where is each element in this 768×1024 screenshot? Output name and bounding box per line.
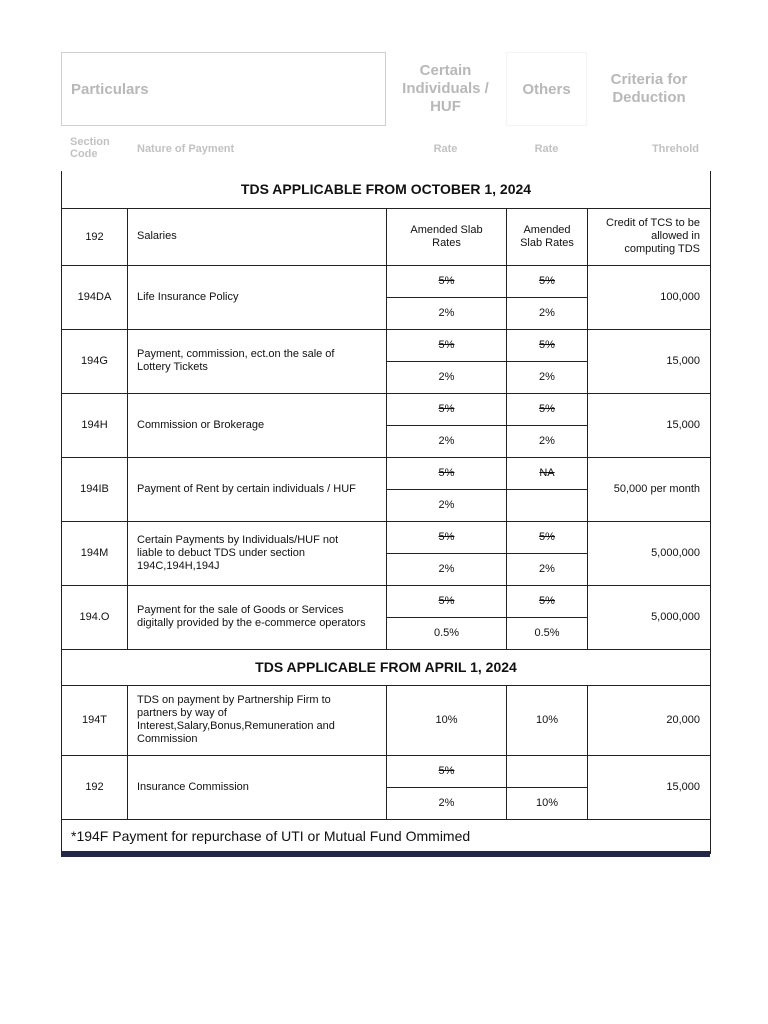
- new-rate-others: 2%: [507, 361, 588, 393]
- new-rate-others: 0.5%: [507, 617, 588, 649]
- old-rate-certain: 5%: [387, 265, 507, 297]
- new-rate-others: 2%: [507, 553, 588, 585]
- threshold: 100,000: [588, 265, 711, 329]
- rate-others: Amended Slab Rates: [507, 208, 588, 265]
- table-row: [62, 755, 711, 787]
- old-rate-certain: 5%: [387, 585, 507, 617]
- section-code: 194.O: [62, 585, 128, 649]
- table-row: [62, 585, 711, 617]
- old-rate-certain: 5%: [387, 329, 507, 361]
- old-rate-others: 5%: [507, 585, 588, 617]
- threshold: 5,000,000: [588, 585, 711, 649]
- nature-of-payment: Payment for the sale of Goods or Services digitally provided by the e-commerce operators: [128, 585, 387, 649]
- section-code: 194IB: [62, 457, 128, 521]
- rate-certain: Amended Slab Rates: [387, 208, 507, 265]
- old-rate-certain: 5%: [387, 393, 507, 425]
- header-others: Others: [506, 52, 587, 126]
- threshold: 15,000: [588, 755, 711, 819]
- header-criteria: Criteria for Deduction: [610, 71, 688, 106]
- new-rate-others: 10%: [507, 787, 588, 819]
- subheader-threshold: Threhold: [651, 143, 699, 155]
- table-row: [62, 457, 711, 489]
- threshold: 15,000: [588, 329, 711, 393]
- section-code: 194T: [62, 685, 128, 755]
- old-rate-others: 5%: [507, 265, 588, 297]
- table-row: [62, 208, 711, 265]
- banner-row: [62, 649, 711, 685]
- new-rate-certain: 2%: [387, 787, 507, 819]
- old-rate-others: 5%: [507, 329, 588, 361]
- section-code: 194G: [62, 329, 128, 393]
- nature-of-payment: Salaries: [128, 208, 387, 265]
- old-rate-certain: 5%: [387, 521, 507, 553]
- header-certain-individuals: Certain Individuals / HUF: [402, 62, 489, 115]
- section-code: 194H: [62, 393, 128, 457]
- threshold: 50,000 per month: [588, 457, 711, 521]
- new-rate-others: 2%: [507, 297, 588, 329]
- threshold: Credit of TCS to be allowed in computing TDS: [588, 208, 711, 265]
- old-rate-others: NA: [507, 457, 588, 489]
- old-rate-certain: 5%: [387, 457, 507, 489]
- table-row: [62, 393, 711, 425]
- section-code: 192: [62, 208, 128, 265]
- nature-of-payment: TDS on payment by Partnership Firm to partners by way of Interest,Salary,Bonus,Remuneration and Commission: [128, 685, 387, 755]
- new-rate-certain: 2%: [387, 361, 507, 393]
- new-rate-certain: 2%: [387, 297, 507, 329]
- table-row: [62, 265, 711, 297]
- rate-others: 10%: [507, 685, 588, 755]
- header-particulars: Particulars: [61, 52, 386, 126]
- section-code: 192: [62, 755, 128, 819]
- banner-row: [62, 171, 711, 208]
- subheader-nature: Nature of Payment: [137, 143, 235, 155]
- bottom-bar: [61, 851, 710, 857]
- table-row: [62, 685, 711, 755]
- new-rate-certain: 0.5%: [387, 617, 507, 649]
- nature-of-payment: Payment, commission, ect.on the sale of Lottery Tickets: [128, 329, 387, 393]
- old-rate-others: 5%: [507, 521, 588, 553]
- section-code: 194DA: [62, 265, 128, 329]
- old-rate-others: 5%: [507, 393, 588, 425]
- footnote: *194F Payment for repurchase of UTI or Mutual Fund Ommimed: [62, 819, 711, 853]
- banner-october: TDS APPLICABLE FROM OCTOBER 1, 2024: [62, 171, 711, 208]
- nature-of-payment: Payment of Rent by certain individuals / HUF: [128, 457, 387, 521]
- section-code: 194M: [62, 521, 128, 585]
- new-rate-certain: 2%: [387, 425, 507, 457]
- subheader-rate-certain: Rate: [433, 143, 458, 155]
- table-row: [62, 329, 711, 361]
- nature-of-payment: Life Insurance Policy: [128, 265, 387, 329]
- nature-of-payment: Insurance Commission: [128, 755, 387, 819]
- old-rate-others: [507, 755, 588, 787]
- footnote-row: [62, 819, 711, 853]
- nature-of-payment: Commission or Brokerage: [128, 393, 387, 457]
- new-rate-certain: 2%: [387, 489, 507, 521]
- rate-certain: 10%: [387, 685, 507, 755]
- old-rate-certain: 5%: [387, 755, 507, 787]
- table-row: [62, 521, 711, 553]
- threshold: 20,000: [588, 685, 711, 755]
- new-rate-certain: 2%: [387, 553, 507, 585]
- threshold: 5,000,000: [588, 521, 711, 585]
- tds-table: [61, 171, 711, 854]
- subheader-rate-others: Rate: [534, 143, 559, 155]
- new-rate-others: [507, 489, 588, 521]
- new-rate-others: 2%: [507, 425, 588, 457]
- subheader-section-code: Section Code: [70, 136, 110, 160]
- banner-april: TDS APPLICABLE FROM APRIL 1, 2024: [62, 649, 711, 685]
- threshold: 15,000: [588, 393, 711, 457]
- nature-of-payment: Certain Payments by Individuals/HUF not liable to debuct TDS under section 194C,194H,194J: [128, 521, 387, 585]
